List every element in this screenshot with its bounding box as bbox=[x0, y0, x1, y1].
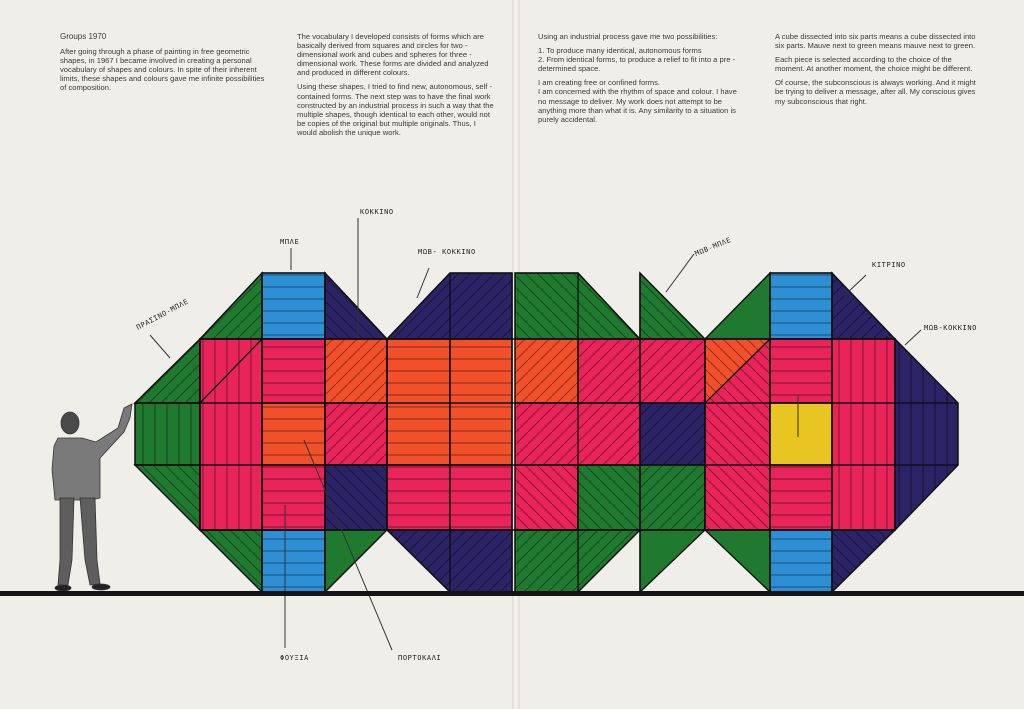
paragraph: A cube dissected into six parts means a cube dissected into six parts. Mauve next to green means mauve next to green. bbox=[775, 32, 976, 51]
label-foyksia: ΦΟΥΞΙΑ bbox=[280, 654, 309, 662]
relief-texture bbox=[135, 273, 958, 592]
label-prasino-mple: ΠΡΑΣΙΝΟ-ΜΠΛΕ bbox=[135, 297, 190, 332]
paragraph: The vocabulary I developed consists of forms which are basically derived from squares and circles for two - dimensional work and cubes and spheres for three - dimensional work. These forms are divided and analyzed and produced in different colours. bbox=[297, 32, 489, 78]
paragraph: Each piece is selected according to the choice of the moment. At another moment, the choice might be different. bbox=[775, 55, 973, 74]
paragraph: Using these shapes, I tried to find new, autonomous, self - contained forms. The next step was to have the final work constructed by an industrial process in such a way that the multiple shapes, though identical to each other, would not be copies of the original but multiple originals. Thus, I would abolish the unique work. bbox=[297, 82, 494, 137]
page-title: Groups 1970 bbox=[60, 32, 107, 41]
paragraph: 1. To produce many identical, autonomous forms 2. From identical forms, to produce a relief to fit into a pre - determined space. bbox=[538, 46, 736, 74]
paragraph: After going through a phase of painting in free geometric shapes, in 1967 I became involved in creating a personal vocabulary of shapes and colours. In spite of their inherent limits, these shapes and colours gave me infinite possibilities of composition. bbox=[60, 47, 265, 93]
label-mov-kokkino-2: ΜΩΒ-ΚΟΚΚΙΝΟ bbox=[924, 324, 977, 332]
label-mov-mple: ΜΩΒ-ΜΠΛΕ bbox=[693, 236, 733, 258]
paragraph: Of course, the subconscious is always working. And it might be trying to deliver a message, after all. My conscious gives my subconscious that right. bbox=[775, 78, 976, 106]
paragraph: I am creating free or confined forms. I am concerned with the rhythm of space and colour. I have no message to deliver. My work does not attempt to be anything more than what it is. Any similarity to a situation is purely accidental. bbox=[538, 78, 737, 124]
floor-line bbox=[0, 591, 1024, 596]
label-mple: ΜΠΛΕ bbox=[280, 238, 300, 246]
paragraph: Using an industrial process gave me two possibilities: bbox=[538, 32, 718, 41]
label-portokali: ΠΟΡΤΟΚΑΛΙ bbox=[398, 654, 442, 662]
label-kokkino: ΚΟΚΚΙΝΟ bbox=[360, 208, 394, 216]
standing-figure bbox=[52, 404, 132, 591]
label-kitrino: ΚΙΤΡΙΝΟ bbox=[872, 261, 906, 269]
label-mov-kokkino: ΜΩΒ- ΚΟΚΚΙΝΟ bbox=[418, 248, 476, 256]
